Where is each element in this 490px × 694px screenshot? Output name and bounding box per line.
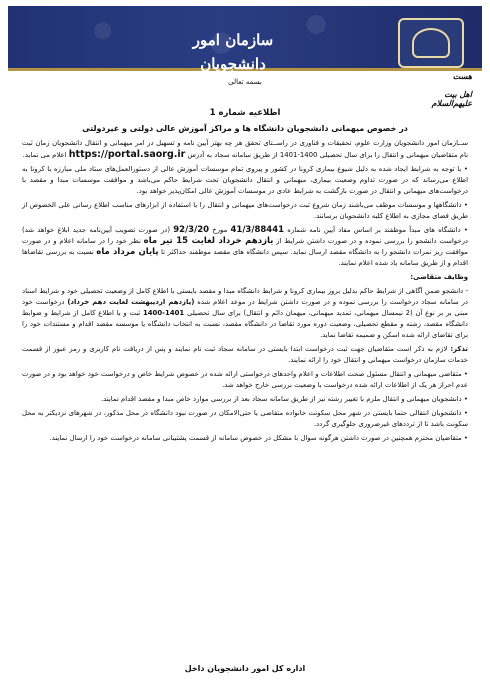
duty-bullet-3-text: دانشجویان انتقالی حتما بایستی در شهر محل سکونت خانواده متقاضی یا حتی‌الامکان در صورت نبود دانشگاه در محل مذکور، در شهرهای نزدیکتر به محل سکونت باشد تا از ترددهای غیرضروری جلوگیری گردد. bbox=[22, 409, 468, 428]
duty-1-highlight: (یازدهم اردیبهشت لغایت دهم خرداد) bbox=[67, 298, 195, 306]
bullet-1: • با توجه به شرایط ایجاد شده به دلیل شیوع بیماری کرونا در کشور و پیروی تمام موسسات آموزش عالی از دستورالعمل‌های ستاد ملی مبارزه با کرونا به اطلاع می‌رساند که در صورت تداوم وضعیت بیماری، میهمانی و انتقال دانشجویان تحت شرایط حاکم می‌باشد و موافقت موسسات مبدا و مقصد با درخواست‌های میهمانی و انتقال در صورت بازگشت به شرایط عادی در موسسات آموزش عالی امکان‌پذیر خواهد بود. bbox=[22, 165, 468, 195]
intro-text: ســازمان امور دانشجویان وزارت علوم، تحقیقات و فناوری در راســتای تحقق هر چه بهتر آیین نامه و تسهیل در امر میهمانی و انتقال دانشجویان زمان ثبت نام متقاضیان میهمانی و انتقال را برای سال تحصیلی 1400-1401 از طریق سامانه سجاد به آدرس bbox=[22, 139, 468, 159]
intro-paragraph bbox=[22, 138, 468, 161]
section-title: وظایف متقاضی: bbox=[410, 273, 468, 281]
side-note-2: اهل بیت علیهم‌السلام bbox=[431, 90, 472, 108]
para3-part2: مورخ bbox=[212, 226, 228, 234]
duty-bullet-4-text: متقاضیان محترم همچنین در صورت داشتن هرگونه سوال با مشکل در خصوص سامانه از قسمت پشتیبانی سامانه درخواست خود را ارسال نمایند. bbox=[49, 434, 462, 442]
footer-signature: اداره کل امور دانشجویان داخل bbox=[184, 664, 306, 673]
duty-1-text2: درخواست خود مبنی بر بر نوع آن (2 نیمسال میهمانی، تمدید میهمانی، میهمان دائم و انتقال) برای سال تحصیلی bbox=[22, 298, 468, 317]
duty-bullet-3: • دانشجویان انتقالی حتما بایستی در شهر محل سکونت خانواده متقاضی یا حتی‌الامکان در صورت نبود دانشگاه در محل مذکور، در شهرهای نزدیکتر به محل سکونت باشد تا از ترددهای غیرضروری جلوگیری گردد. bbox=[22, 409, 468, 428]
note bbox=[22, 344, 468, 366]
side-note-1: هست bbox=[452, 72, 472, 81]
header-banner bbox=[8, 6, 482, 71]
announcement-body bbox=[22, 138, 468, 447]
org-logo bbox=[398, 18, 464, 68]
duty-bullet-2: • دانشجویان میهمانی و انتقال ملزم با تغییر رشته نیز از طریق سامانه سجاد بعد از بررسی موارد خاص مبدا و مقصد اقدام نمایند. bbox=[100, 395, 468, 403]
para3-part4: نظر خود را در سامانه اعلام و در صورت موافقت ریز نمرات دانشجو را به دانشگاه مقصد ارسال نماید. سپس دانشگاه های مقصد موظفند حداکثر تا bbox=[22, 237, 468, 256]
duty-1: - دانشجو ضمن آگاهی از شرایط حاکم بدلیل بروز بیماری کرونا و شرایط دانشگاه مبدا و مقصد بایستی با اطلاع کامل از وضعیت تحصیلی خود و شرایط اسناد در سامانه سجاد درخواست را بررسی نموده و در صورت داشتن شرایط در موعد اعلام شده (یازدهم اردیبهشت لغایت دهم خرداد) درخواست خود مبنی بر بر نوع آن (2 نیمسال میهمانی، تمدید میهمانی، میهمان دائم و انتقال) برای سال تحصیلی 1401-1400 ثبت و با اطلاع کامل از شرایط و ضوابط دانشگاه مقصد، رشته و مقطع تحصیلی، وضعیت دوره مورد تقاضا در دانشگاه مقصد، نسبت به انتخاب دانشگاه یا موسسه مقصد اقدام و مستندات خود را برای تقاضای ارائه شده اسکن و ضمیمه تقاضا نماید. bbox=[22, 287, 468, 339]
para3-part1: دانشگاه های مبدأ موظفند بر اساس مفاد آیین نامه شماره bbox=[287, 226, 461, 234]
org-banner-title: سازمان امور دانشجویان bbox=[192, 31, 274, 73]
academic-year: 1401-1400 bbox=[142, 309, 185, 317]
basmala: بسمه تعالی bbox=[228, 78, 262, 86]
duty-bullet-1: • متقاضی میهمانی و انتقال مسئول صحت اطلاعات و اعلام واحدهای درخواستی ارائه شده در خصوص شرایط خاص و درخواست خود خواهد بود و در صورت عدم احراز هر یک از اطلاعات ارائه شده درخواست با وضعیت بررسی خارج خواهد شد. bbox=[22, 370, 468, 389]
announcement-title: اطلاعیه شماره 1 bbox=[209, 108, 281, 118]
paragraph-3: • دانشگاه های مبدأ موظفند بر اساس مفاد آیین نامه شماره 41/3/88441 مورخ 92/3/20 (در صورت تصویب آیین‌نامه جدید ابلاغ خواهد شد) درخواست دانشجو را بررسی نموده و در صورت داشتن شرایط از یازدهم خرداد لغایت 15 تیر ماه نظر خود را در سامانه اعلام و در صورت موافقت ریز نمرات دانشجو را به دانشگاه مقصد ارسال نماید. سپس دانشگاه های مقصد موظفند حداکثر تا پایان مرداد ماه نسبت به بررسی تقاضاها اقدام و از طریق سامانه یاد شده اعلام نمایند. bbox=[22, 225, 468, 267]
regulation-date: 92/3/20 bbox=[173, 225, 210, 235]
para3-part5: نسبت به بررسی تقاضاها اقدام و از طریق سامانه یاد شده اعلام نمایند. bbox=[22, 248, 468, 267]
intro-tail: اعلام می نماید. bbox=[22, 151, 67, 159]
duty-bullet-1-text: متقاضی میهمانی و انتقال مسئول صحت اطلاعات و اعلام واحدهای درخواستی ارائه شده در خصوص شرایط خاص و درخواست خود خواهد بود و در صورت عدم احراز هر یک از اطلاعات ارائه شده درخواست با وضعیت بررسی خارج خواهد شد. bbox=[22, 370, 468, 389]
duty-1-text1: دانشجو ضمن آگاهی از شرایط حاکم بدلیل بروز بیماری کرونا و شرایط دانشگاه مبدا و مقصد بایستی با اطلاع کامل از وضعیت تحصیلی خود و شرایط اسناد در سامانه سجاد درخواست را بررسی نموده و در صورت داشتن شرایط در موعد اعلام شده bbox=[22, 287, 468, 306]
duty-bullet-2-text: دانشجویان میهمانی و انتقال ملزم با تغییر رشته نیز از طریق سامانه سجاد بعد از بررسی موارد خاص مبدا و مقصد اقدام نمایند. bbox=[100, 395, 462, 403]
note-text: لازم به ذکر است متقاضیان جهت ثبت درخواست ابتدا بایستی در سامانه سجاد ثبت نام نمایند و پس از دریافت نام کاربری و رمز عبور از قسمت خدمات سازمان درخواست میهمانی و انتقال خود را ارائه نمایند. bbox=[22, 345, 468, 364]
bullet-1-text: با توجه به شرایط ایجاد شده به دلیل شیوع بیماری کرونا در کشور و پیروی تمام موسسات آموزش عالی از دستورالعمل‌های ستاد ملی مبارزه با کرونا به اطلاع می‌رساند که در صورت تداوم وضعیت بیماری، میهمانی و انتقال دانشجویان تحت شرایط حاکم می‌باشد و موافقت موسسات مبدا و مقصد با درخواست‌های میهمانی و انتقال در صورت بازگشت به شرایط عادی در موسسات آموزش عالی امکان‌پذیر خواهد بود. bbox=[22, 165, 468, 195]
bullet-2-text: دانشگاهها و موسسات موظف می‌باشند زمان شروع ثبت درخواست‌های میهمانی و انتقال را با استفاده از ابزارهای مناسب اطلاع رسانی علی الخصوص از طریق فضای مجازی به اطلاع کلیه دانشجویان برسانند. bbox=[22, 201, 468, 220]
logo-mark-icon bbox=[412, 28, 450, 58]
duty-bullet-4: • متقاضیان محترم همچنین در صورت داشتن هرگونه سوال با مشکل در خصوص سامانه از قسمت پشتیبانی سامانه درخواست خود را ارسال نمایند. bbox=[49, 434, 468, 442]
note-label: تذکر: bbox=[450, 345, 468, 353]
deadline-1: یازدهم خرداد لغایت 15 تیر ماه bbox=[143, 236, 274, 246]
portal-link[interactable]: https://portal.saorg.ir bbox=[68, 149, 186, 160]
duty-1-text3: ثبت و با اطلاع کامل از شرایط و ضوابط دانشگاه مقصد، رشته و مقطع تحصیلی، وضعیت دوره مورد تقاضا در دانشگاه مقصد، نسبت به انتخاب دانشگاه یا موسسه مقصد اقدام و مستندات خود را برای تقاضای ارائه شده اسکن و ضمیمه تقاضا نماید. bbox=[22, 309, 468, 339]
deadline-2: پایان مرداد ماه bbox=[96, 247, 159, 257]
para3-part3: (در صورت تصویب آیین‌نامه جدید ابلاغ خواهد شد) درخواست دانشجو را بررسی نموده و در صورت داشتن شرایط از bbox=[22, 226, 468, 245]
bullet-2: • دانشگاهها و موسسات موظف می‌باشند زمان شروع ثبت درخواست‌های میهمانی و انتقال را با استفاده از ابزارهای مناسب اطلاع رسانی علی الخصوص از طریق فضای مجازی به اطلاع کلیه دانشجویان برسانند. bbox=[22, 201, 468, 220]
announcement-subject: در خصوص میهمانی دانشجویان دانشگاه ها و مراکز آموزش عالی دولتی و غیردولتی bbox=[82, 124, 408, 133]
regulation-number: 41/3/88441 bbox=[230, 225, 285, 235]
